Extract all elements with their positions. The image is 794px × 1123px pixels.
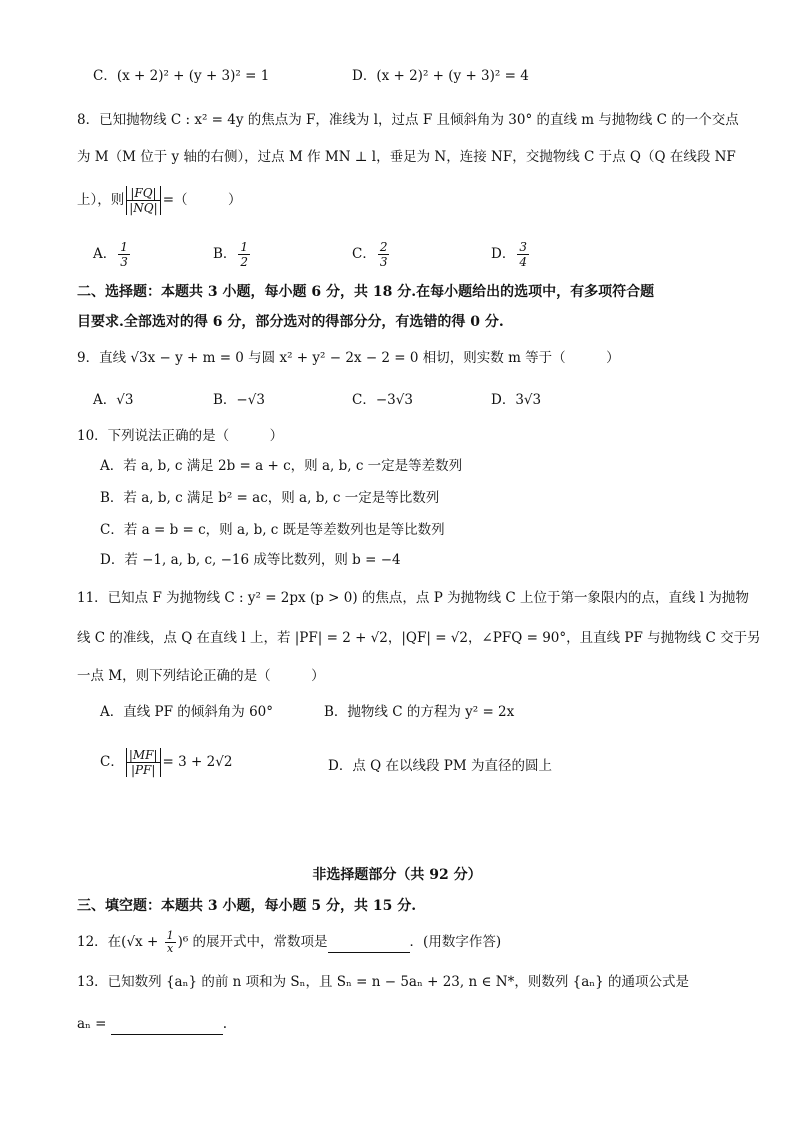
q10-stem: 10．下列说法正确的是（ ） <box>77 428 284 444</box>
q8-option-b-fraction <box>238 240 250 269</box>
q8-option-d-label: D． <box>491 246 516 262</box>
q11-option-c-den: |PF| <box>126 763 161 777</box>
q8-stem-line1: 8．已知抛物线 C : x² = 4y 的焦点为 F，准线为 l，过点 F 且倾斜角为 30° 的直线 m 与抛物线 C 的一个交点 <box>77 112 739 128</box>
q8-option-a-den: 3 <box>120 255 128 269</box>
q8-ratio-fraction <box>126 186 160 215</box>
q13-answer-prefix: aₙ = <box>77 1016 107 1032</box>
q11-stem-line1: 11．已知点 F 为抛物线 C : y² = 2px (p > 0) 的焦点，点 P 为抛物线 C 上位于第一象限内的点，直线 l 为抛物 <box>77 590 749 606</box>
q11-option-d: D．点 Q 在以线段 PM 为直径的圆上 <box>328 758 552 774</box>
q8-option-c <box>352 240 391 269</box>
q8-option-b-num: 1 <box>240 240 249 254</box>
q12-answer-blank[interactable] <box>328 932 410 953</box>
q8-option-c-fraction <box>378 240 390 269</box>
q7-option-c: C．(x + 2)² + (y + 3)² = 1 <box>93 68 270 84</box>
q13-answer-blank[interactable] <box>111 1014 223 1035</box>
q13-stem-line1: 13．已知数列 {aₙ} 的前 n 项和为 Sₙ，且 Sₙ = n − 5aₙ + 23, n ∈ N*，则数列 {aₙ} 的通项公式是 <box>77 974 689 990</box>
q11-option-c-rest: = 3 + 2√2 <box>162 754 233 770</box>
q12-fraction-num: 1 <box>166 929 174 942</box>
q8-option-a-label: A． <box>93 246 117 262</box>
q12-tail: ．(用数字作答) <box>409 934 502 950</box>
q8-option-d <box>491 240 531 269</box>
part2-heading: 非选择题部分（共 92 分） <box>312 867 482 883</box>
q9-option-d: D．3√3 <box>491 392 542 408</box>
q11-stem-line3: 一点 M，则下列结论正确的是（ ） <box>77 668 325 684</box>
q12-fraction-den: x <box>166 942 174 955</box>
q8-line3-suffix: =（ ） <box>162 192 242 208</box>
q11-stem-line2: 线 C 的准线，点 Q 在直线 l 上，若 |PF| = 2 + √2，|QF| = √2，∠PFQ = 90°，且直线 PF 与抛物线 C 交于另 <box>77 630 761 646</box>
q13-answer-suffix: . <box>222 1016 228 1032</box>
q8-option-d-den: 4 <box>519 255 527 269</box>
q11-option-c <box>100 748 232 777</box>
q11-option-c-label: C． <box>100 754 124 770</box>
section3-heading: 三、填空题：本题共 3 小题，每小题 5 分，共 15 分. <box>77 898 417 914</box>
q9-option-a: A．√3 <box>93 392 134 408</box>
q8-option-c-den: 3 <box>379 255 388 269</box>
q8-stem-line3 <box>77 186 242 215</box>
q8-ratio-denominator: |NQ| <box>126 201 160 215</box>
q10-option-d: D．若 −1, a, b, c, −16 成等比数列，则 b = −4 <box>100 552 401 568</box>
q7-option-d: D．(x + 2)² + (y + 3)² = 4 <box>352 68 529 84</box>
q8-option-d-num: 3 <box>519 240 527 254</box>
q10-option-c: C．若 a = b = c，则 a, b, c 既是等差数列也是等比数列 <box>100 522 445 538</box>
q13-stem-line2 <box>77 1014 227 1035</box>
q11-option-c-num: |MF| <box>126 748 161 763</box>
section2-heading-line1: 二、选择题：本题共 3 小题，每小题 6 分，共 18 分.在每小题给出的选项中，有多项符合题 <box>77 284 655 300</box>
q11-option-b: B．抛物线 C 的方程为 y² = 2x <box>324 704 515 720</box>
q9-stem: 9．直线 √3x − y + m = 0 与圆 x² + y² − 2x − 2 = 0 相切，则实数 m 等于（ ） <box>77 350 620 366</box>
q8-option-a-num: 1 <box>120 240 128 254</box>
q8-ratio-numerator: |FQ| <box>126 186 160 201</box>
q10-option-a: A．若 a, b, c 满足 2b = a + c，则 a, b, c 一定是等差数列 <box>100 458 463 474</box>
section2-heading-line2: 目要求.全部选对的得 6 分，部分选对的得部分分，有选错的得 0 分. <box>77 314 504 330</box>
q12-stem <box>77 930 501 955</box>
q8-stem-line2: 为 M（M 位于 y 轴的右侧），过点 M 作 MN ⊥ l，垂足为 N，连接 NF，交抛物线 C 于点 Q（Q 在线段 NF <box>77 149 736 165</box>
q9-option-c: C．−3√3 <box>352 392 413 408</box>
q12-prefix: 12．在(√x + <box>77 934 163 950</box>
q11-option-a: A．直线 PF 的倾斜角为 60° <box>100 704 274 720</box>
q8-option-b <box>213 240 252 269</box>
q9-option-b: B．−√3 <box>213 392 265 408</box>
q12-fraction <box>165 930 176 955</box>
q8-option-a <box>93 240 132 269</box>
q8-option-b-label: B． <box>213 246 237 262</box>
q12-suffix: )⁶ 的展开式中，常数项是 <box>177 934 328 950</box>
q8-option-a-fraction <box>118 240 130 269</box>
q8-option-b-den: 2 <box>240 255 249 269</box>
q8-line3-prefix: 上），则 <box>77 192 125 208</box>
q10-option-b: B．若 a, b, c 满足 b² = ac，则 a, b, c 一定是等比数列 <box>100 490 440 506</box>
q8-option-d-fraction <box>517 240 529 269</box>
q11-option-c-fraction <box>126 748 161 777</box>
q8-option-c-label: C． <box>352 246 376 262</box>
q8-option-c-num: 2 <box>379 240 388 254</box>
